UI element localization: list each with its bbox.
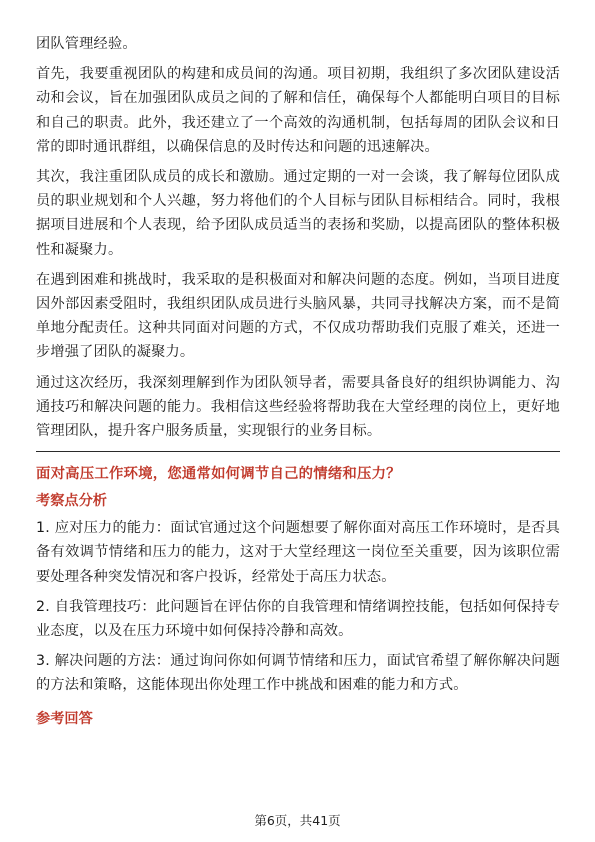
body-paragraph: 首先，我要重视团队的构建和成员间的沟通。项目初期，我组织了多次团队建设活动和会议，旨在加强团队成员之间的了解和信任，确保每个人都能明白项目的目标和自己的职责。此外，我还建立了一个高效的沟通机制，包括每周的团队会议和日常的即时通讯群组，以确保信息的及时传达和问题的迅速解决。: [36, 66, 560, 155]
body-paragraph: 其次，我注重团队成员的成长和激励。通过定期的一对一会谈，我了解每位团队成员的职业规划和个人兴趣，努力将他们的个人目标与团队目标相结合。同时，我根据项目进展和个人表现，给予团队成员适当的表扬和奖励，以提高团队的整体积极性和凝聚力。: [36, 169, 560, 258]
reference-answer-heading: 参考回答: [36, 710, 93, 727]
body-paragraph: 团队管理经验。: [36, 36, 137, 52]
body-paragraph: 在遇到困难和挑战时，我采取的是积极面对和解决问题的态度。例如，当项目进度因外部因素受阻时，我组织团队成员进行头脑风暴，共同寻找解决方案，而不是简单地分配责任。这种共同面对问题的方式，不仅成功帮助我们克服了难关，还进一步增强了团队的凝聚力。: [36, 271, 560, 361]
body-paragraph: 通过这次经历，我深刻理解到作为团队领导者，需要具备良好的组织协调能力、沟通技巧和解决问题的能力。我相信这些经验将帮助我在大堂经理的岗位上，更好地管理团队，提升客户服务质量，实现银行的业务目标。: [36, 374, 560, 440]
analysis-item: 3. 解决问题的方法：通过询问你如何调节情绪和压力，面试官希望了解你解决问题的方法和策略，这能体现出你处理工作中挑战和困难的能力和方式。: [36, 653, 560, 694]
section-divider: [36, 451, 560, 452]
interview-question: 面对高压工作环境，您通常如何调节自己的情绪和压力？: [36, 466, 401, 483]
analysis-item: 1. 应对压力的能力：面试官通过这个问题想要了解你面对高压工作环境时，是否具备有效调节情绪和压力的能力，这对于大堂经理这一岗位至关重要，因为该职位需要处理各种突发情况和客户投诉，经常处于高压力状态。: [36, 520, 560, 585]
analysis-item: 2. 自我管理技巧：此问题旨在评估你的自我管理和情绪调控技能，包括如何保持专业态度，以及在压力环境中如何保持冷静和高效。: [36, 598, 560, 640]
page-content: [36, 32, 560, 734]
analysis-heading: 考察点分析: [36, 493, 107, 510]
page-number-footer: 第6页，共41页: [254, 813, 341, 828]
